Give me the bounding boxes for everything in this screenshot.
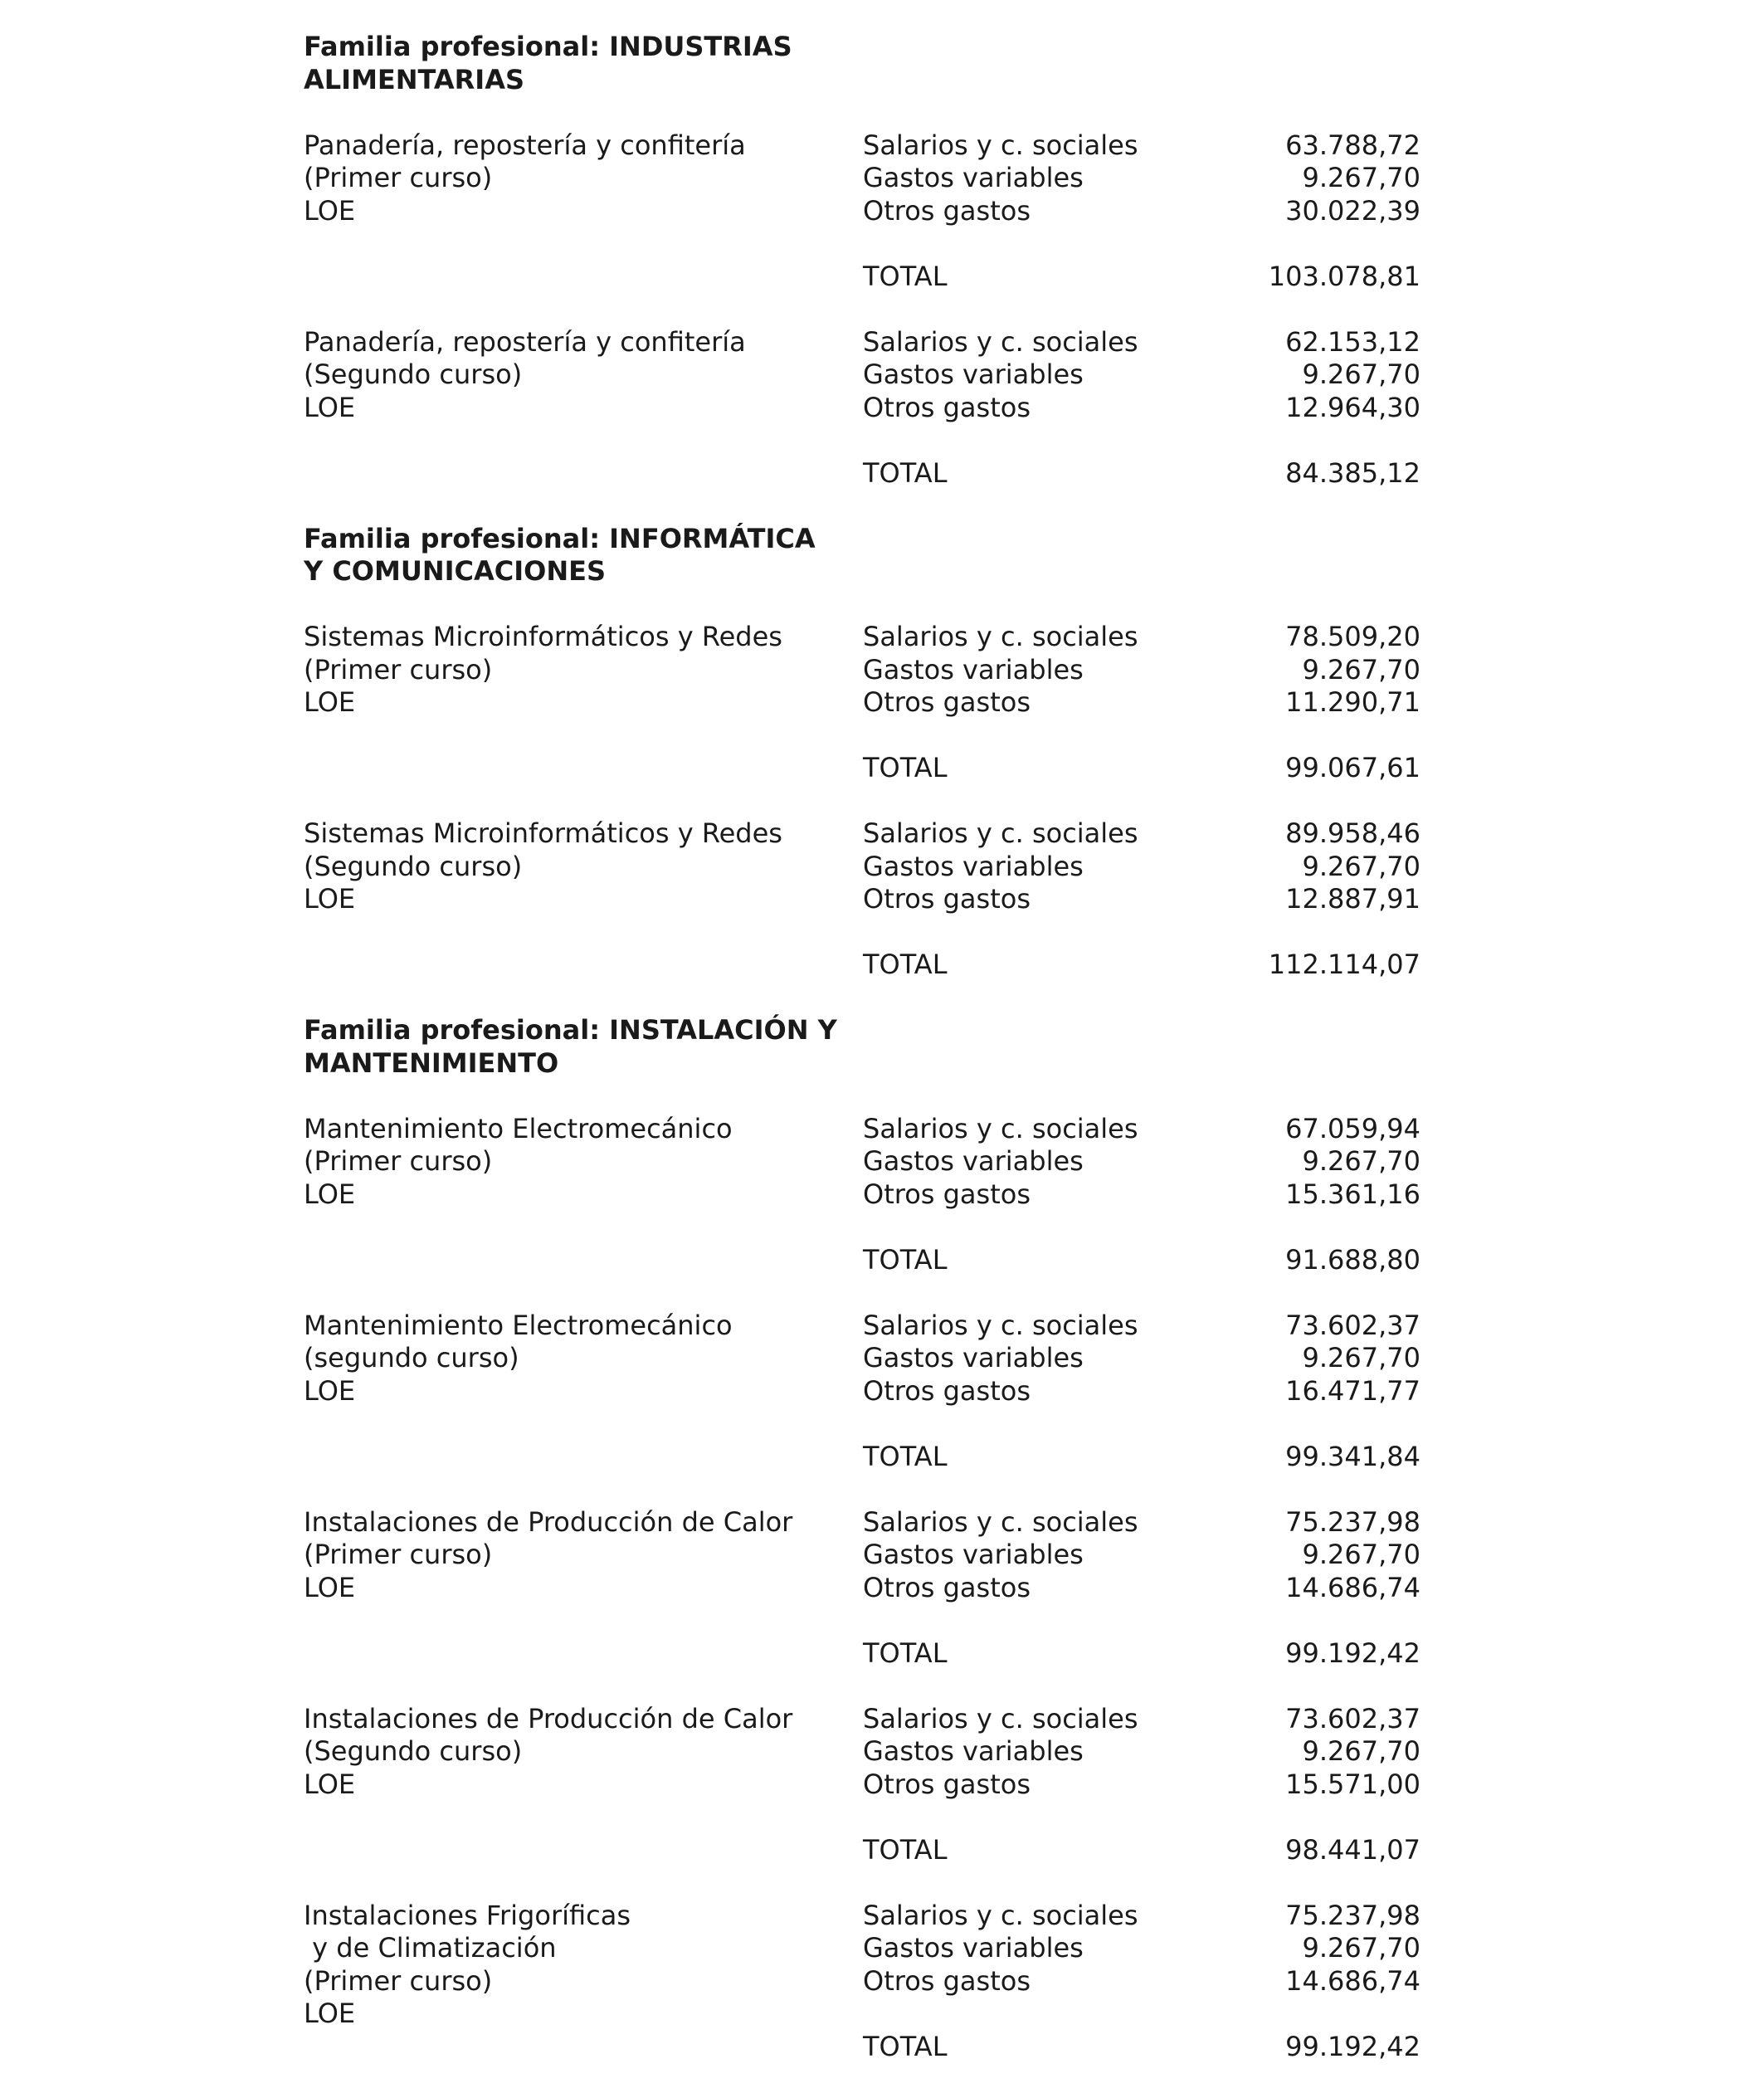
expense-label: Gastos variables <box>863 359 1084 390</box>
course-description: LOE <box>304 1998 356 2029</box>
course-description: LOE <box>304 883 356 915</box>
family-heading: Familia profesional: INFORMÁTICA <box>304 522 816 554</box>
total-label: TOTAL <box>863 949 948 980</box>
expense-label: Otros gastos <box>863 391 1031 423</box>
expense-amount: 75.237,98 <box>1285 1899 1420 1931</box>
total-label: TOTAL <box>863 752 948 783</box>
expense-amount: 73.602,37 <box>1285 1702 1420 1734</box>
expense-label: Otros gastos <box>863 1178 1031 1210</box>
course-description: y de Climatización <box>304 1932 557 1964</box>
course-description: Sistemas Microinformáticos y Redes <box>304 621 782 652</box>
course-description: Instalaciones Frigoríficas <box>304 1899 631 1931</box>
expense-label: Salarios y c. sociales <box>863 621 1138 652</box>
expense-amount: 9.267,70 <box>1302 1539 1420 1570</box>
family-heading: Y COMUNICACIONES <box>304 555 607 587</box>
expense-amount: 89.958,46 <box>1285 817 1420 849</box>
expense-amount: 62.153,12 <box>1285 325 1420 358</box>
course-description: (Primer curso) <box>304 1964 493 1997</box>
course-description: (Primer curso) <box>304 1145 493 1177</box>
expense-amount: 30.022,39 <box>1285 194 1420 227</box>
expense-amount: 12.887,91 <box>1285 883 1420 915</box>
expense-amount: 63.788,72 <box>1285 129 1420 161</box>
total-amount: 91.688,80 <box>1285 1243 1420 1276</box>
expense-label: Salarios y c. sociales <box>863 325 1138 358</box>
course-description: Panadería, repostería y confitería <box>304 129 746 161</box>
total-amount: 99.067,61 <box>1285 752 1420 783</box>
total-amount: 99.192,42 <box>1285 2030 1420 2062</box>
course-description: (segundo curso) <box>304 1342 519 1373</box>
course-description: (Primer curso) <box>304 653 493 685</box>
course-description: (Primer curso) <box>304 1539 493 1570</box>
family-heading: MANTENIMIENTO <box>304 1046 559 1079</box>
expense-label: Otros gastos <box>863 1768 1031 1800</box>
course-description: LOE <box>304 391 356 423</box>
total-label: TOTAL <box>863 456 948 489</box>
expense-amount: 16.471,77 <box>1285 1374 1420 1407</box>
course-description: (Segundo curso) <box>304 1735 523 1767</box>
course-description: LOE <box>304 1768 356 1800</box>
expense-amount: 9.267,70 <box>1302 1735 1420 1767</box>
course-description: LOE <box>304 1571 356 1603</box>
expense-amount: 9.267,70 <box>1302 162 1420 193</box>
expense-label: Otros gastos <box>863 1374 1031 1407</box>
expense-label: Salarios y c. sociales <box>863 1505 1138 1538</box>
course-description: Instalaciones de Producción de Calor <box>304 1702 793 1734</box>
expense-label: Salarios y c. sociales <box>863 817 1138 849</box>
expense-label: Otros gastos <box>863 686 1031 718</box>
total-amount: 98.441,07 <box>1285 1833 1420 1866</box>
expense-label: Gastos variables <box>863 1735 1084 1767</box>
expense-amount: 15.361,16 <box>1285 1178 1420 1210</box>
total-label: TOTAL <box>863 2030 948 2062</box>
total-amount: 99.192,42 <box>1285 1637 1420 1669</box>
course-description: Panadería, repostería y confitería <box>304 325 746 358</box>
expense-label: Salarios y c. sociales <box>863 1309 1138 1341</box>
course-description: LOE <box>304 1374 356 1407</box>
course-description: Instalaciones de Producción de Calor <box>304 1505 793 1538</box>
total-amount: 99.341,84 <box>1285 1440 1420 1472</box>
course-description: LOE <box>304 686 356 718</box>
expense-label: Gastos variables <box>863 1932 1084 1964</box>
expense-label: Otros gastos <box>863 1571 1031 1603</box>
expense-label: Salarios y c. sociales <box>863 1702 1138 1734</box>
expense-label: Gastos variables <box>863 1539 1084 1570</box>
expense-label: Otros gastos <box>863 194 1031 227</box>
course-description: Mantenimiento Electromecánico <box>304 1112 733 1144</box>
expense-amount: 12.964,30 <box>1285 391 1420 423</box>
total-amount: 103.078,81 <box>1268 260 1420 292</box>
course-description: (Segundo curso) <box>304 850 523 882</box>
family-heading: Familia profesional: INSTALACIÓN Y <box>304 1014 837 1046</box>
expense-label: Gastos variables <box>863 1342 1084 1373</box>
expense-amount: 9.267,70 <box>1302 1145 1420 1177</box>
course-description: Mantenimiento Electromecánico <box>304 1309 733 1341</box>
expense-label: Gastos variables <box>863 850 1084 882</box>
expense-label: Salarios y c. sociales <box>863 1899 1138 1931</box>
total-label: TOTAL <box>863 1637 948 1669</box>
family-heading: ALIMENTARIAS <box>304 63 525 95</box>
expense-label: Salarios y c. sociales <box>863 129 1138 161</box>
expense-label: Otros gastos <box>863 883 1031 915</box>
expense-amount: 9.267,70 <box>1302 1932 1420 1964</box>
expense-amount: 9.267,70 <box>1302 359 1420 390</box>
expense-amount: 14.686,74 <box>1285 1964 1420 1997</box>
course-description: LOE <box>304 1178 356 1210</box>
course-description: LOE <box>304 194 356 227</box>
expense-label: Salarios y c. sociales <box>863 1112 1138 1144</box>
expense-amount: 14.686,74 <box>1285 1571 1420 1603</box>
expense-amount: 73.602,37 <box>1285 1309 1420 1341</box>
expense-label: Otros gastos <box>863 1964 1031 1997</box>
course-description: (Primer curso) <box>304 162 493 193</box>
total-label: TOTAL <box>863 1243 948 1276</box>
total-label: TOTAL <box>863 260 948 292</box>
family-heading: Familia profesional: INDUSTRIAS <box>304 31 792 62</box>
course-description: (Segundo curso) <box>304 359 523 390</box>
expense-amount: 9.267,70 <box>1302 653 1420 685</box>
expense-amount: 11.290,71 <box>1285 686 1420 718</box>
expense-label: Gastos variables <box>863 1145 1084 1177</box>
expense-amount: 9.267,70 <box>1302 850 1420 882</box>
total-amount: 112.114,07 <box>1268 949 1420 980</box>
total-amount: 84.385,12 <box>1285 456 1420 489</box>
total-label: TOTAL <box>863 1833 948 1866</box>
total-label: TOTAL <box>863 1440 948 1472</box>
expense-label: Gastos variables <box>863 162 1084 193</box>
expense-amount: 67.059,94 <box>1285 1112 1420 1144</box>
course-description: Sistemas Microinformáticos y Redes <box>304 817 782 849</box>
expense-label: Gastos variables <box>863 653 1084 685</box>
expense-amount: 15.571,00 <box>1285 1768 1420 1800</box>
expense-amount: 75.237,98 <box>1285 1505 1420 1538</box>
expense-amount: 78.509,20 <box>1285 621 1420 652</box>
expense-amount: 9.267,70 <box>1302 1342 1420 1373</box>
